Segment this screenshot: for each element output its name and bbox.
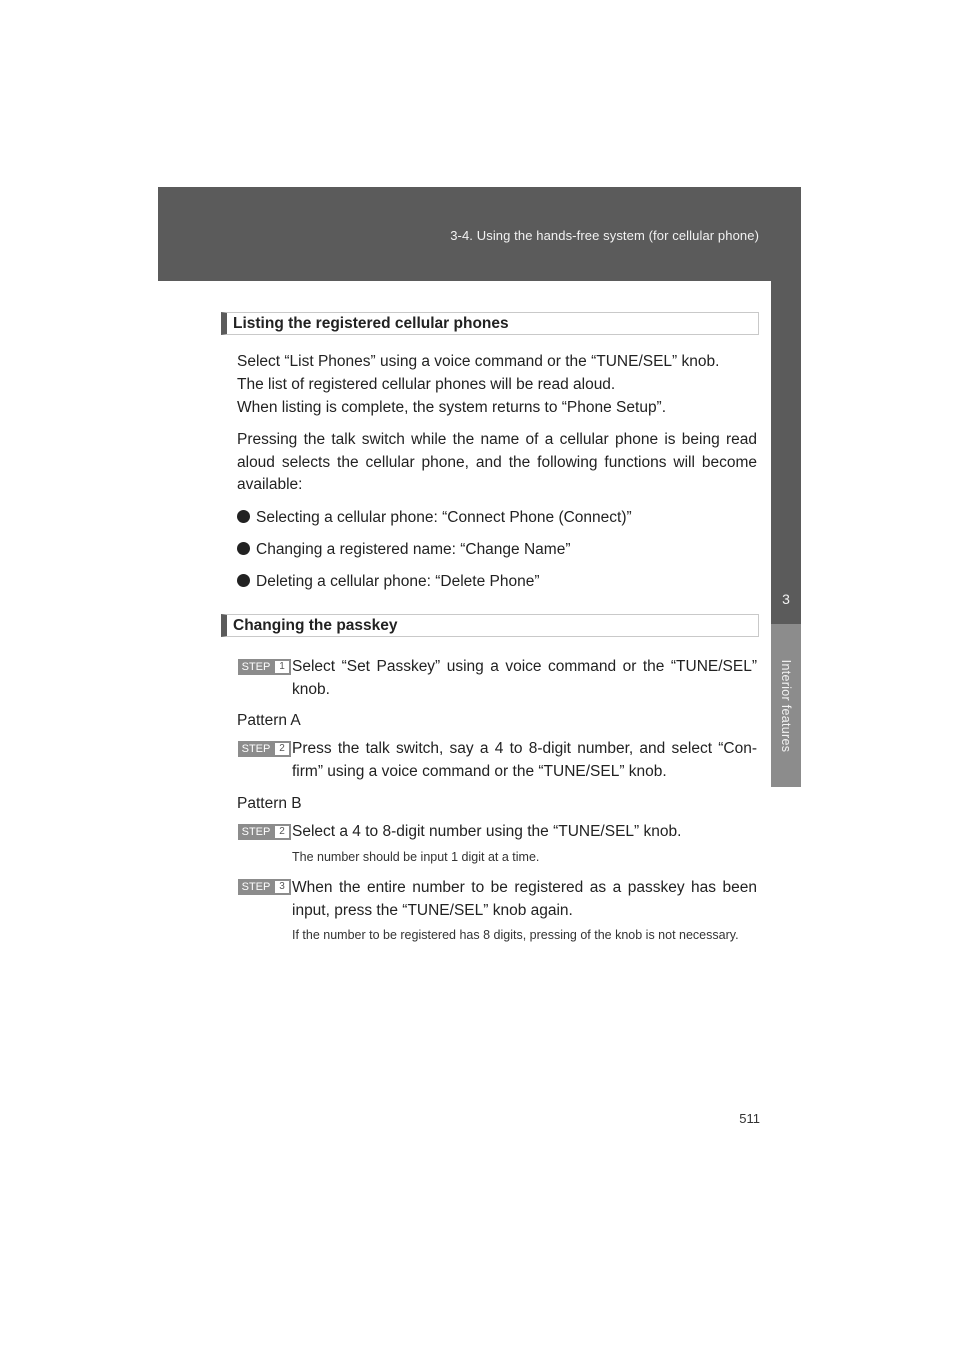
list-item: Changing a registered name: “Change Name” [237, 539, 570, 561]
paragraph: Select “List Phones” using a voice command or the “TUNE/SEL” knob. [237, 353, 720, 370]
bullet-icon [237, 510, 250, 523]
pattern-label: Pattern B [237, 795, 302, 812]
chapter-number: 3 [782, 591, 790, 607]
step-instruction: When the entire number to be registered as a passkey has been input, press the “TUNE/SEL” knob again. [292, 879, 757, 919]
step-instruction: Select a 4 to 8-digit number using the “TUNE/SEL” knob. [292, 823, 682, 840]
step-note: If the number to be registered has 8 digits, pressing of the knob is not necessary. [292, 928, 739, 942]
bullet-icon [237, 574, 250, 587]
chapter-tab [771, 281, 801, 624]
paragraph: Pressing the talk switch while the name of a cellular phone is being read aloud selects the cellular phone, and the following functions will become available: [237, 431, 757, 493]
list-item: Deleting a cellular phone: “Delete Phone” [237, 571, 539, 593]
list-item: Selecting a cellular phone: “Connect Phone (Connect)” [237, 507, 632, 529]
pattern-label: Pattern A [237, 712, 301, 729]
chapter-label-tab [771, 624, 801, 787]
step-instruction: Press the talk switch, say a 4 to 8-digit number, and select “Con-firm” using a voice command or the “TUNE/SEL” knob. [292, 740, 757, 780]
chapter-section-title: 3-4. Using the hands-free system (for cellular phone) [450, 228, 759, 243]
step-note: The number should be input 1 digit at a time. [292, 850, 540, 864]
section-heading-listing: Listing the registered cellular phones [221, 312, 759, 335]
section-heading-passkey: Changing the passkey [221, 614, 759, 637]
step-badge: STEP 1 [238, 659, 291, 675]
bullet-icon [237, 542, 250, 555]
page-number: 511 [739, 1111, 760, 1126]
chapter-header-band [158, 187, 801, 281]
step-badge: STEP 2 [238, 741, 291, 757]
step-badge: STEP 3 [238, 879, 291, 895]
paragraph: The list of registered cellular phones will be read aloud. [237, 376, 616, 393]
chapter-label: Interior features [779, 659, 793, 753]
step-instruction: Select “Set Passkey” using a voice command or the “TUNE/SEL” knob. [292, 658, 757, 698]
step-badge: STEP 2 [238, 824, 291, 840]
paragraph: When listing is complete, the system returns to “Phone Setup”. [237, 399, 667, 416]
